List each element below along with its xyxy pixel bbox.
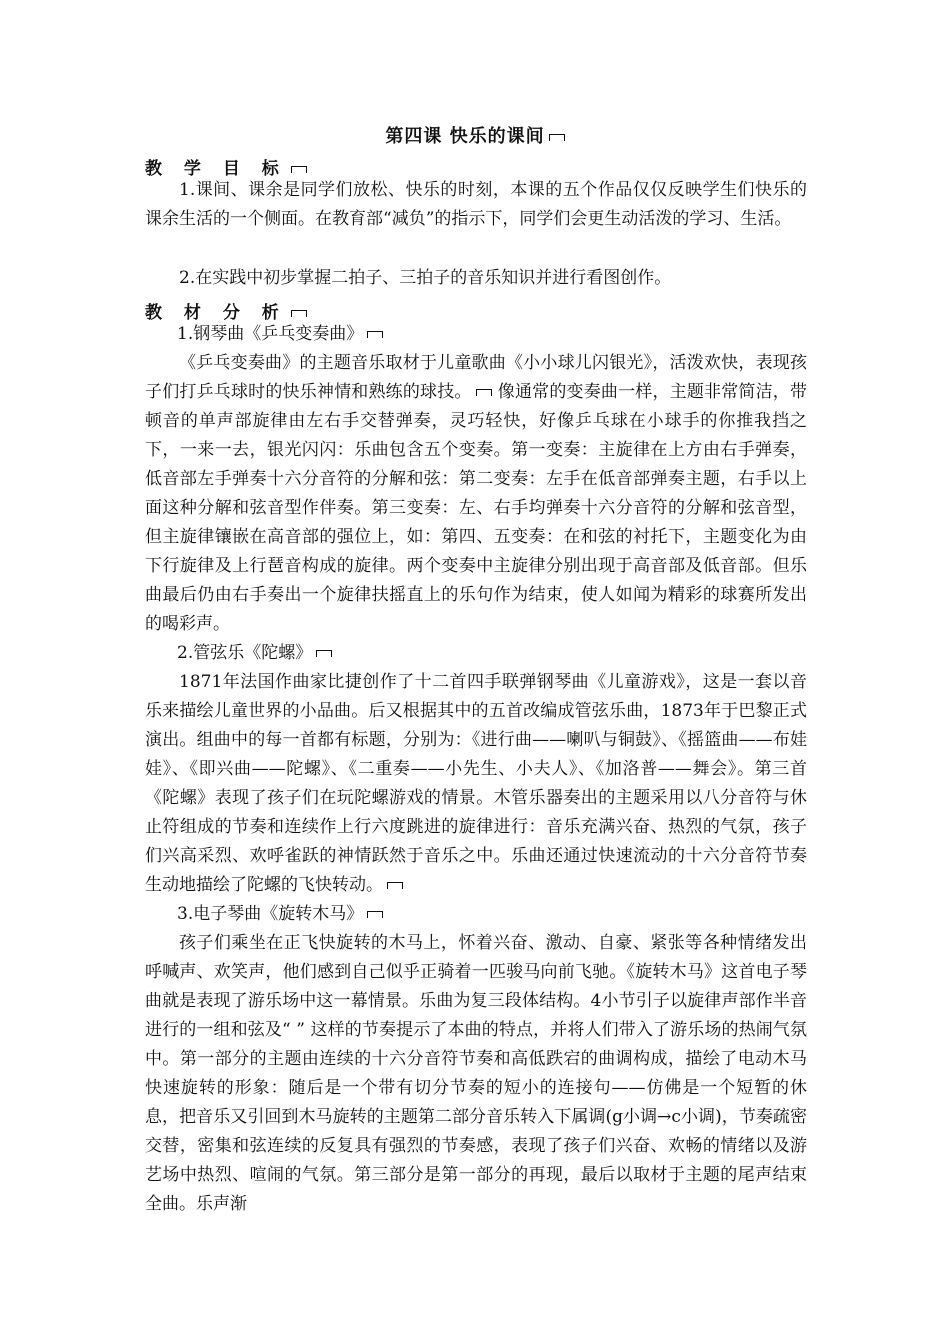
goal-2-paragraph: 2.在实践中初步掌握二拍子、三拍子的音乐知识并进行看图创作。 [179,268,672,288]
piece-1-paragraph [145,349,807,639]
piece-2-title [177,639,332,668]
piece-3-title-text: 3.电子琴曲《旋转木马》 [177,904,364,924]
piece-1-text-a: 《乒乓变奏曲》的主题音乐取材于儿童歌曲《小小球儿闪银光》，活泼欢快，表现孩子们打乒乓球时的快乐神情和熟练的球技。 [145,353,807,402]
piece-1-text-b: 像通常的变奏曲一样，主题非常简洁，带顿音的单声部旋律由左右手交替弹奏，灵巧轻快，好像乒乓球在小球手的你推我挡之下，一来一去，银光闪闪：乐曲包含五个变奏。第一变奏：主旋律在上方由右手弹奏，低音部左手弹奏十六分音符的分解和弦：第二变奏：左手在低音部弹奏主题，右手以上面这种分解和弦音型作伴奏。第三变奏：左、右手均弹奏十六分音符的分解和弦音型，但主旋律镶嵌在高音部的强位上，如：第四、五变奏：在和弦的衬托下，主题变化为由下行旋律及上行琶音构成的旋律。两个变奏中主旋律分别出现于高音部及低音部。但乐曲最后仍由右手奏出一个旋律扶摇直上的乐句作为结束，使人如闻为精彩的球赛所发出的喝彩声。 [145,382,807,634]
paragraph-mark-icon [387,882,403,889]
piece-2-title-text: 2.管弦乐《陀螺》 [177,643,313,663]
paragraph-mark-icon [367,331,383,338]
piece-1-title-text: 1.钢琴曲《乒乓变奏曲》 [177,324,364,344]
paragraph-mark-icon [549,134,565,141]
goals-heading-text: 教 学 目 标 [145,159,287,179]
piece-2-text: 1871年法国作曲家比捷创作了十二首四手联弹钢琴曲《儿童游戏》，这是一套以音乐来描绘儿童世界的小品曲。后又根据其中的五首改编成管弦乐曲，1873年于巴黎正式演出。组曲中的每一首都有标题，分别为：《进行曲——喇叭与铜鼓》、《摇篮曲——布娃娃》、《即兴曲——陀螺》、《二重奏——小先生、小夫人》、《加洛普——舞会》。第三首《陀螺》表现了孩子们在玩陀螺游戏的情景。木管乐器奏出的主题采用以八分音符与休止符组成的节奏和连续作上行六度跳进的旋律进行：音乐充满兴奋、热烈的气氛，孩子们兴高采烈、欢呼雀跃的神情跃然于音乐之中。乐曲还通过快速流动的十六分音符节奏生动地描绘了陀螺的飞快转动。 [145,672,807,895]
piece-3-title [177,900,383,929]
piece-3-paragraph: 孩子们乘坐在正飞快旋转的木马上，怀着兴奋、激动、自豪、紧张等各种情绪发出呼喊声、欢笑声，他们感到自己似乎正骑着一匹骏马向前飞驰。《旋转木马》这首电子琴曲就是表现了游乐场中这一幕情景。乐曲为复三段体结构。4小节引子以旋律声部作半音进行的一组和弦及“ ” 这样的节奏提示了本曲的特点，并将人们带入了游乐场的热闹气氛中。第一部分的主题由连续的十六分音符节奏和高低跌宕的曲调构成，描绘了电动木马快速旋转的形象：随后是一个带有切分节奏的短小的连接句——仿佛是一个短暂的休息，把音乐又引回到木马旋转的主题第二部分音乐转入下属调(g小调→c小调)，节奏疏密交替，密集和弦连续的反复具有强烈的节奏感，表现了孩子们兴奋、欢畅的情绪以及游艺场中热烈、喧闹的气氛。第三部分是第一部分的再现，最后以取材于主题的尾声结束全曲。乐声渐 [145,933,807,1214]
page-title-text: 第四课 快乐的课间 [385,126,545,147]
page-title [0,122,950,148]
piece-2-paragraph [145,668,807,900]
goal-1-paragraph: 1.课间、课余是同学们放松、快乐的时刻，本课的五个作品仅仅反映学生们快乐的课余生活的一个侧面。在教育部“减负”的指示下，同学们会更生动活泼的学习、生活。 [145,180,807,229]
paragraph-mark-icon [476,389,492,396]
paragraph-mark-icon [291,166,307,173]
analysis-heading-text: 教 材 分 析 [145,303,287,323]
paragraph-mark-icon [367,911,383,918]
paragraph-mark-icon [291,310,307,317]
piece-1-title [177,320,383,349]
paragraph-mark-icon [316,650,332,657]
